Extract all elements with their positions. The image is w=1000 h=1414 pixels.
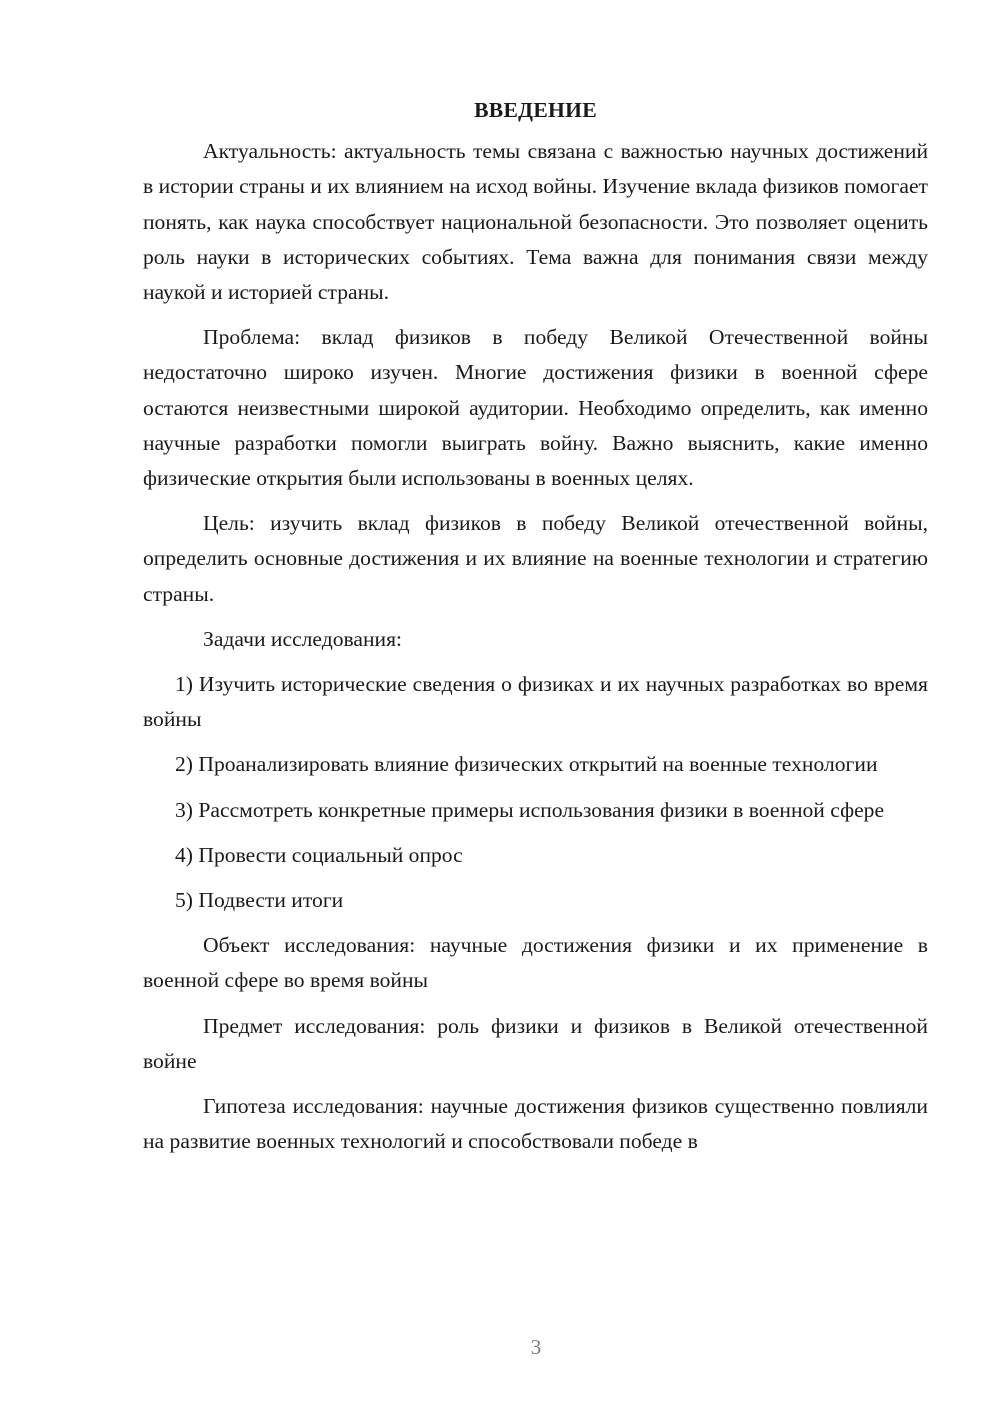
section-heading: ВВЕДЕНИЕ [474,98,597,122]
paragraph-hypothesis: Гипотеза исследования: научные достижения физиков существенно повлияли на развитие военных технологий и способствовали победе в [143,1094,928,1154]
paragraph-relevance: Актуальность: актуальность темы связана с важностью научных достижений в истории страны и их влиянием на исход войны. Изучение вклада физиков помогает понять, как наука способствует национальной безопасности. Это позволяет оценить роль науки в исторических событиях. Тема важна для понимания связи между наукой и историей страны. [143,139,928,305]
paragraph-goal: Цель: изучить вклад физиков в победу Великой отечественной войны, определить основные достижения и их влияние на военные технологии и стратегию страны. [143,511,928,606]
page-content [143,93,928,1159]
paragraph-object: Объект исследования: научные достижения физики и их применение в военной сфере во время войны [143,933,928,993]
task-item-2: 2) Проанализировать влияние физических открытий на военные технологии [175,752,878,777]
paragraph-tasks-title: Задачи исследования: [203,626,403,651]
task-item-3: 3) Рассмотреть конкретные примеры использования физики в военной сфере [175,797,885,822]
task-item-4: 4) Провести социальный опрос [175,842,463,867]
paragraph-subject: Предмет исследования: роль физики и физиков в Великой отечественной войне [143,1013,928,1073]
task-item-1: 1) Изучить исторические сведения о физиках и их научных разработках во время войны [143,672,928,732]
task-item-5: 5) Подвести итоги [175,888,344,913]
page-number: 3 [530,1335,542,1359]
paragraph-problem: Проблема: вклад физиков в победу Великой Отечественной войны недостаточно широко изучен. Многие достижения физики в военной сфере остаются неизвестными широкой аудитории. Необходимо определить, как именно научные разработки помогли выиграть войну. Важно выяснить, какие именно физические открытия были использованы в военных целях. [143,325,928,491]
